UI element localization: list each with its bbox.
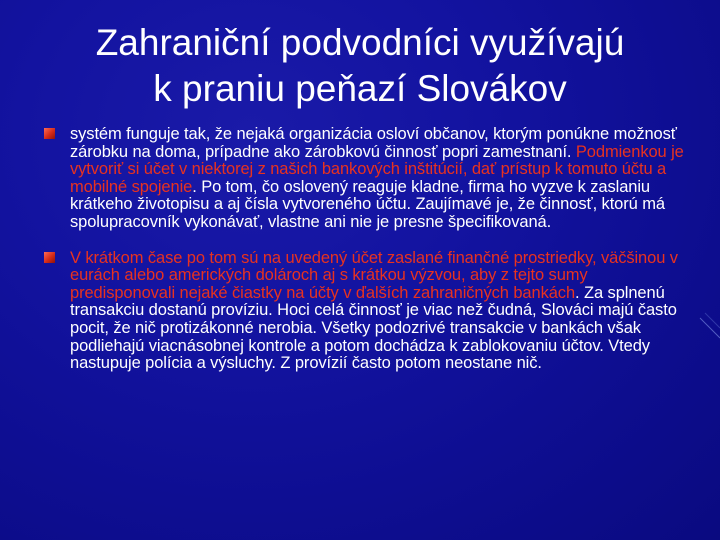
slide-title	[20, 20, 700, 112]
bullet-item-2	[44, 250, 694, 373]
title-line-2: k praniu peňazí Slovákov	[153, 68, 567, 109]
title-line-1: Zahraniční podvodníci využívajú	[95, 22, 625, 63]
bullet-2-highlight: V krátkom čase po tom sú na uvedený účet zaslané finančné prostriedky, väčšinou v eurách alebo amerických dolároch aj s krátkou výzvou, aby z tejto sumy predisponovali nejaké čiastky na účty v ďalších zahraničných bankách	[70, 248, 678, 302]
bullet-item-1	[44, 126, 694, 232]
bullet-marker-icon	[44, 252, 55, 263]
bullet-1-text-a: systém funguje tak, že nejaká organizácia osloví občanov, ktorým ponúkne možnosť zárobku na doma, prípadne ako zárobkovú činnosť popri zamestnaní.	[70, 125, 677, 161]
bullet-1-highlight: Podmienkou je vytvoriť si účet v niektorej z našich bankových inštitúcií, dať prístup k tomuto účtu a mobilné spojenie	[70, 142, 684, 196]
bullet-1-text-b: . Po tom, čo oslovený reaguje kladne, firma ho vyzve k zaslaniu krátkeho životopisu a aj čísla vytvoreného účtu. Zaujímavé je, že činnosť, ktorú má spolupracovník vykonávať, vlastne ani nie je presne špecifikovaná.	[70, 177, 665, 231]
bullet-list	[44, 126, 694, 373]
bullet-2-text: . Za splnenú transakciu dostanú províziu. Hoci celá činnosť je viac než čudná, Slováci majú často pocit, že nič protizákonné nerobia. Všetky podozrivé transakcie v bankách však podliehajú viacnásobnej kontrole a potom dochádza k zablokovaniu účtov. Vtedy nastupuje polícia a výsluchy. Z provízií často potom neostane nič.	[70, 283, 677, 373]
bullet-marker-icon	[44, 128, 55, 139]
